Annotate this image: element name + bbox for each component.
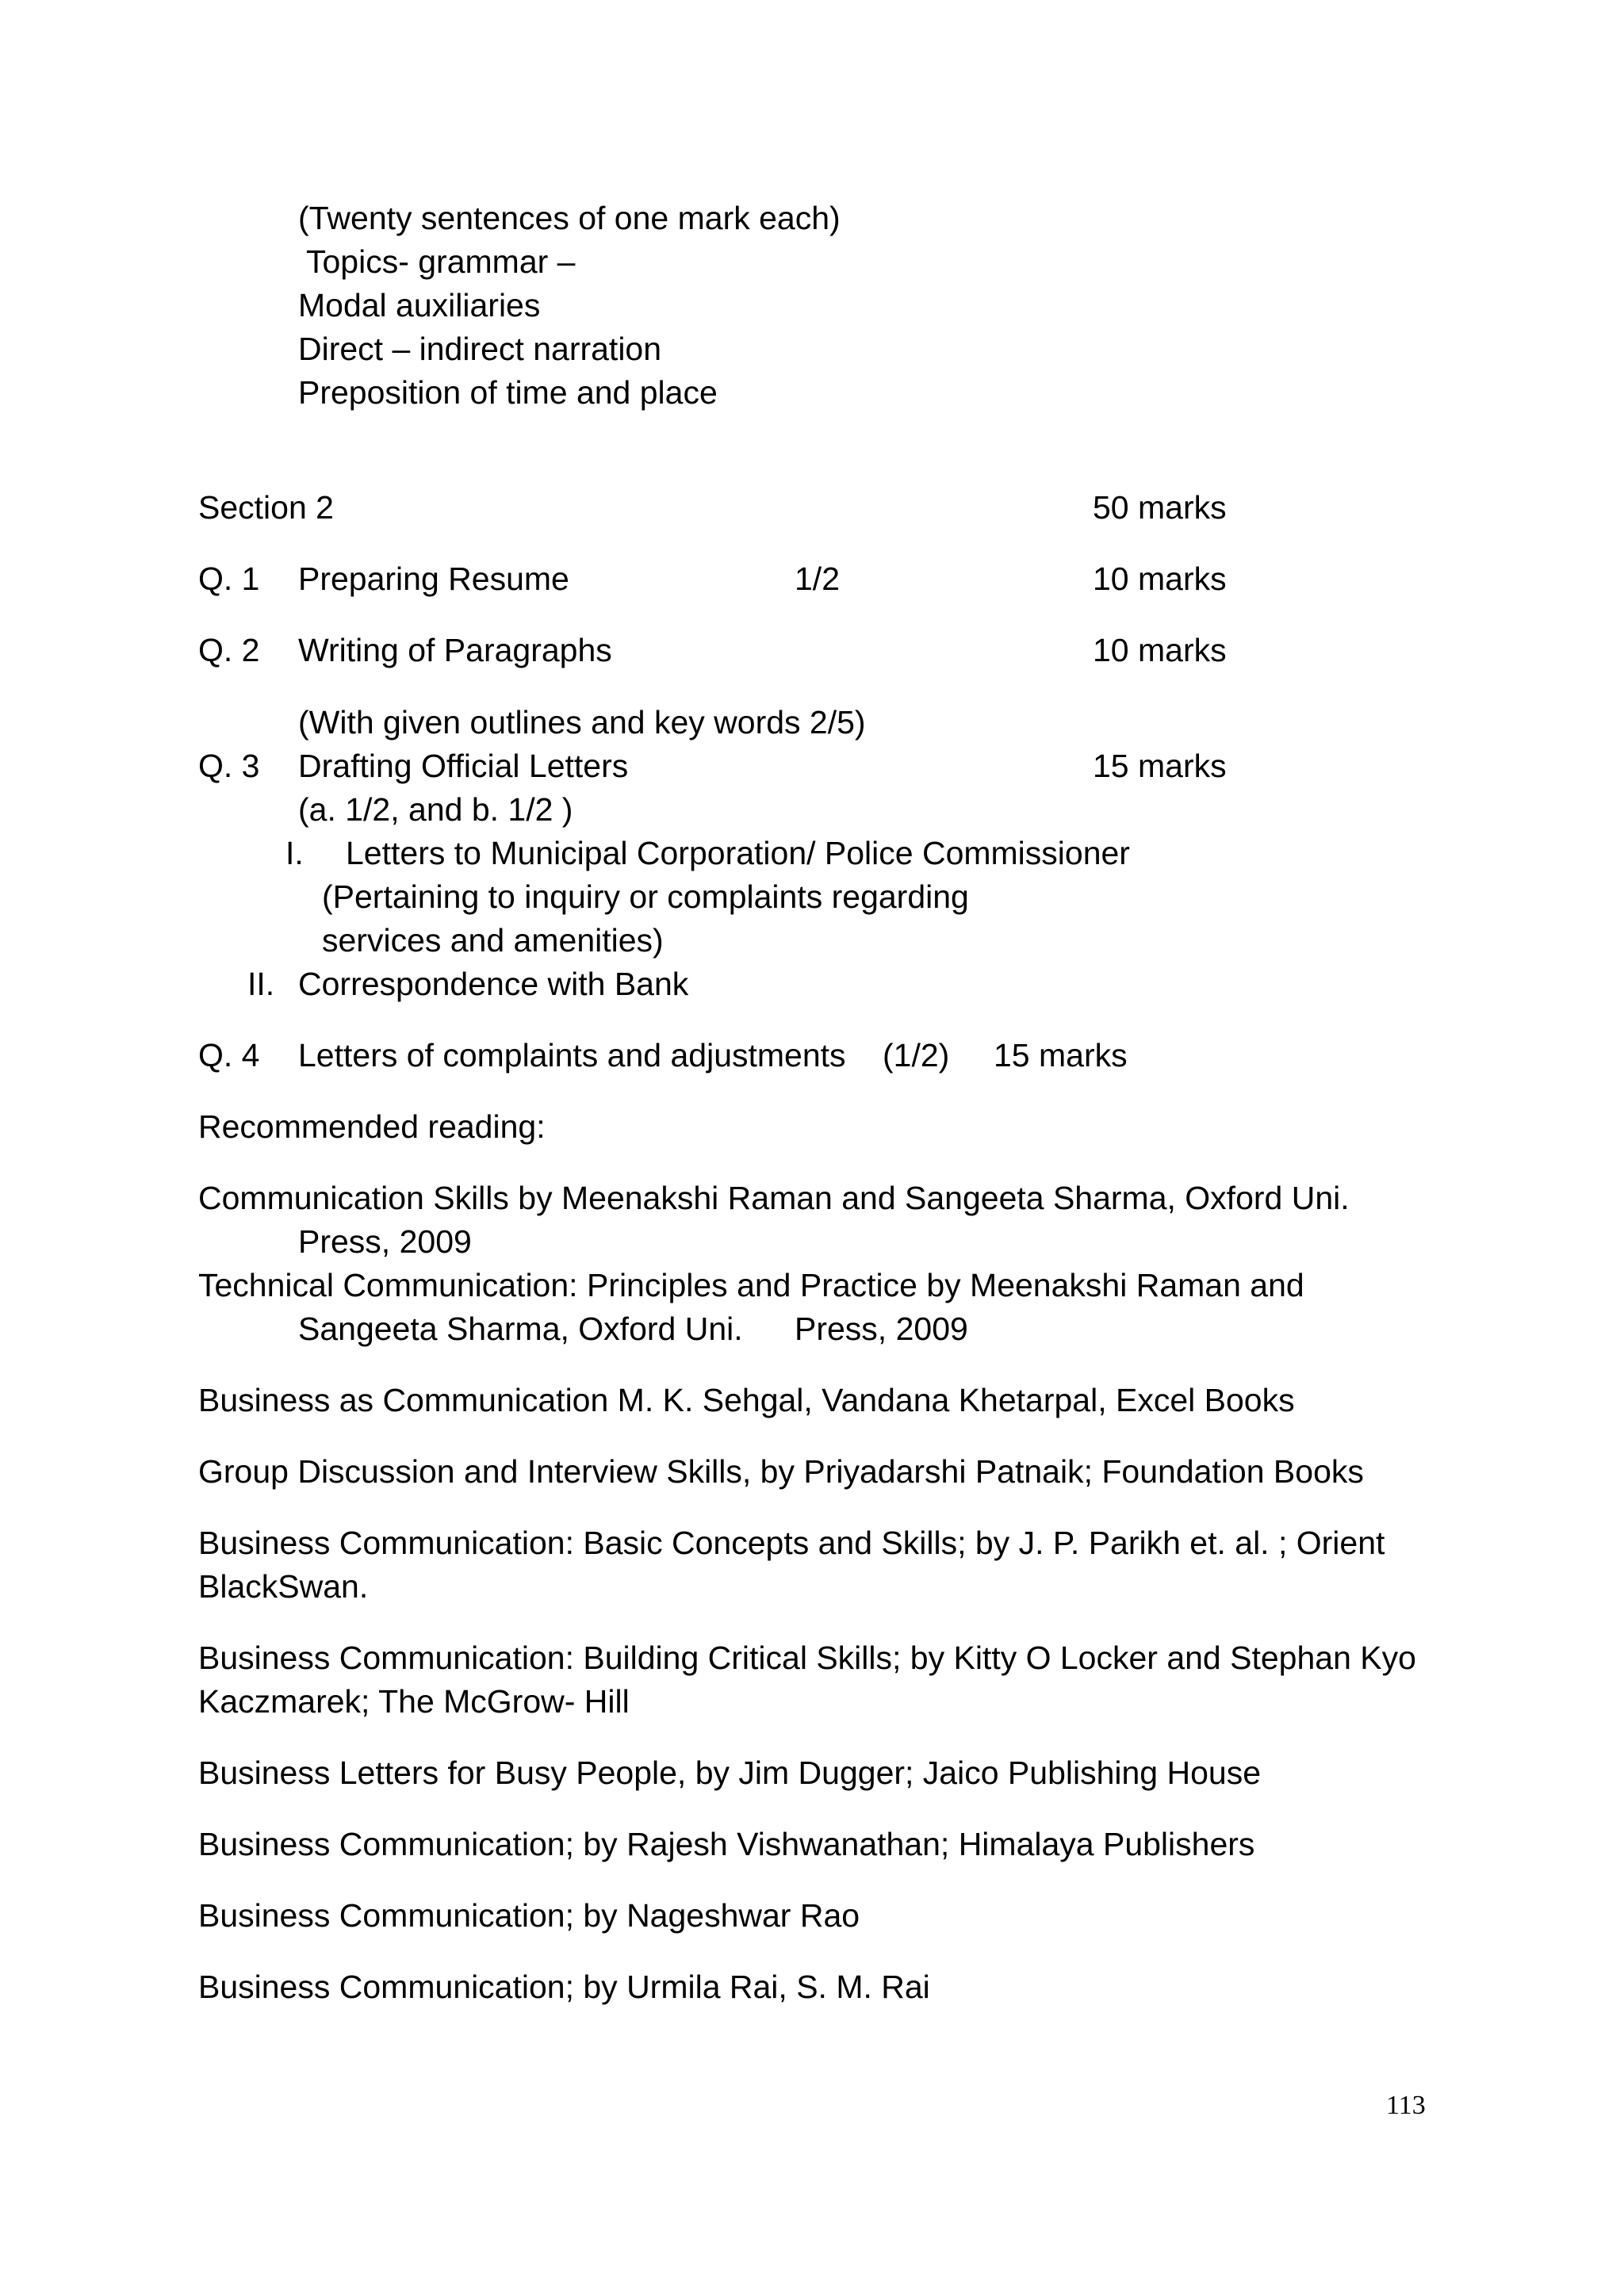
question-number: Q. 2 <box>198 632 260 668</box>
list-number: I. <box>285 835 304 871</box>
reading-item: Business as Communication M. K. Sehgal, Vandana Khetarpal, Excel Books <box>198 1382 1295 1418</box>
reading-item-cont: Press, 2009 <box>298 1223 472 1260</box>
question-choice: (1/2) <box>883 1037 950 1073</box>
section-marks: 50 marks <box>1093 489 1227 526</box>
reading-item-cont: Press, 2009 <box>795 1311 968 1347</box>
question-number: Q. 3 <box>198 748 260 784</box>
reading-item: Business Communication; by Rajesh Vishwanathan; Himalaya Publishers <box>198 1826 1255 1862</box>
question-marks: 10 marks <box>1093 561 1227 597</box>
reading-item-cont: Kaczmarek; The McGrow- Hill <box>198 1683 630 1720</box>
question-number: Q. 4 <box>198 1037 260 1073</box>
question-text: Letters of complaints and adjustments <box>298 1037 846 1073</box>
reading-item: Business Communication: Building Critical Skills; by Kitty O Locker and Stephan Kyo <box>198 1640 1416 1676</box>
intro-line: Direct – indirect narration <box>298 331 662 367</box>
reading-item-cont: Sangeeta Sharma, Oxford Uni. <box>298 1311 743 1347</box>
reading-item: Business Communication: Basic Concepts and Skills; by J. P. Parikh et. al. ; Orient <box>198 1525 1385 1561</box>
question-choice: 1/2 <box>795 561 840 597</box>
reading-item: Technical Communication: Principles and Practice by Meenakshi Raman and <box>198 1267 1304 1303</box>
question-marks: 15 marks <box>1093 748 1227 784</box>
question-number: Q. 1 <box>198 561 260 597</box>
reading-item: Business Letters for Busy People, by Jim Dugger; Jaico Publishing House <box>198 1755 1262 1791</box>
question-marks: 10 marks <box>1093 632 1227 668</box>
page-number: 113 <box>1386 2091 1426 2120</box>
intro-line: Modal auxiliaries <box>298 287 541 323</box>
reading-item: Business Communication; by Urmila Rai, S. M. Rai <box>198 1969 930 2005</box>
reading-item: Communication Skills by Meenakshi Raman and Sangeeta Sharma, Oxford Uni. <box>198 1180 1350 1216</box>
reading-item: Business Communication; by Nageshwar Rao <box>198 1897 860 1934</box>
intro-line: Topics- grammar – <box>306 243 576 280</box>
reading-item: Group Discussion and Interview Skills, by Priyadarshi Patnaik; Foundation Books <box>198 1453 1364 1490</box>
list-item: Letters to Municipal Corporation/ Police Commissioner <box>346 835 1130 871</box>
reading-item-cont: BlackSwan. <box>198 1568 369 1605</box>
question-note: (With given outlines and key words 2/5) <box>298 704 866 740</box>
intro-line: (Twenty sentences of one mark each) <box>298 200 841 236</box>
question-text: Writing of Paragraphs <box>298 632 612 668</box>
question-choice: (a. 1/2, and b. 1/2 ) <box>298 791 573 828</box>
list-subtext: (Pertaining to inquiry or complaints regarding <box>322 878 969 915</box>
list-number: II. <box>247 966 275 1002</box>
intro-line: Preposition of time and place <box>298 374 718 411</box>
question-text: Preparing Resume <box>298 561 569 597</box>
section-label: Section 2 <box>198 489 334 526</box>
question-marks: 15 marks <box>994 1037 1128 1073</box>
reading-heading: Recommended reading: <box>198 1108 546 1145</box>
list-subtext: services and amenities) <box>322 922 664 959</box>
question-text: Drafting Official Letters <box>298 748 629 784</box>
list-item: Correspondence with Bank <box>298 966 689 1002</box>
